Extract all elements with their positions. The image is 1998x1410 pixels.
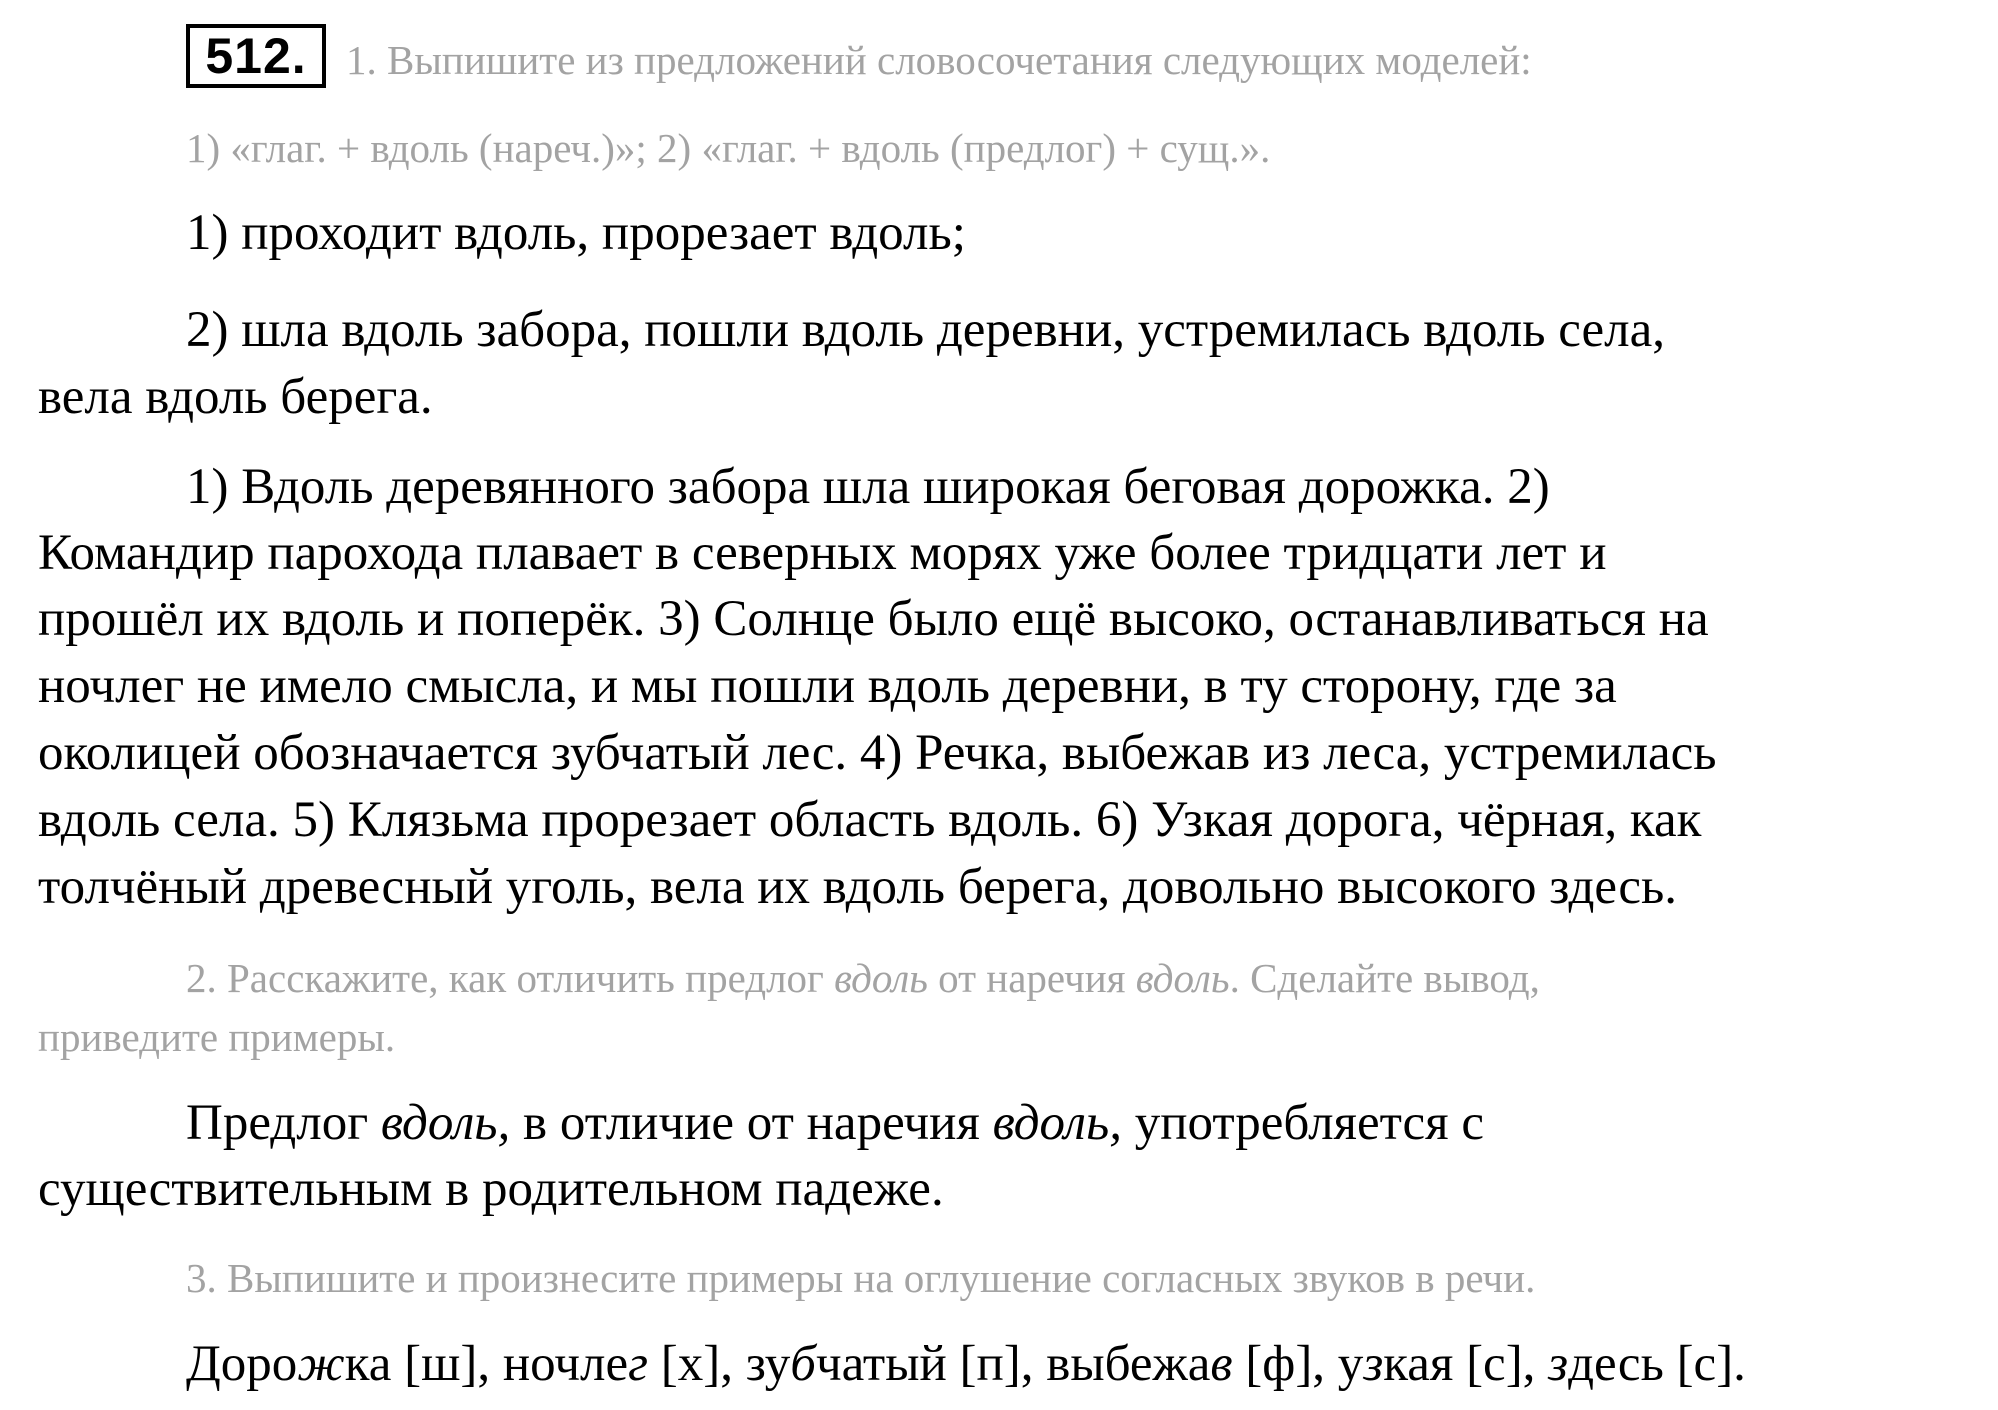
task1-line1: 1. Выпишите из предложений словосочетания следующих моделей: — [346, 37, 1532, 83]
answer3-text: [ф], у — [1232, 1336, 1364, 1392]
answer1-line2: 2) шла вдоль забора, пошли вдоль деревни, устремилась вдоль села, — [186, 302, 1665, 358]
task2-italic-word: вдоль — [1135, 955, 1230, 1001]
task2-line1 — [186, 955, 1540, 1001]
task2-text: от наречия — [927, 955, 1136, 1001]
answer2-text: в отличие от наречия — [510, 1095, 993, 1151]
answer2-italic-word: вдоль, — [380, 1095, 511, 1151]
answer3-text: кая [с], — [1383, 1336, 1549, 1392]
answer3-text: ка [ш], ночле — [344, 1336, 629, 1392]
answer2-italic-word: вдоль, — [992, 1095, 1122, 1151]
sentence-line: толчёный древесный уголь, вела их вдоль берега, довольно высокого здесь. — [38, 859, 1677, 915]
sentence-line: прошёл их вдоль и поперёк. 3) Солнце было ещё высоко, останавливаться на — [38, 591, 1709, 647]
answer2-text: Предлог — [186, 1095, 381, 1151]
task2-line2: приведите примеры. — [38, 1014, 396, 1060]
sentence-line: вдоль села. 5) Клязьма прорезает область вдоль. 6) Узкая дорога, чёрная, как — [38, 792, 1702, 848]
answer3-line1 — [186, 1336, 1746, 1392]
answer3-italic-letter: ж — [297, 1336, 345, 1392]
answer1-line3: вела вдоль берега. — [38, 369, 433, 425]
task3-line1: 3. Выпишите и произнесите примеры на оглушение согласных звуков в речи. — [186, 1255, 1536, 1301]
answer3-italic-letter: г — [628, 1336, 648, 1392]
sentence-line: 1) Вдоль деревянного забора шла широкая беговая дорожка. 2) — [186, 459, 1550, 515]
sentence-line: околицей обозначается зубчатый лес. 4) Речка, выбежав из леса, устремилась — [38, 725, 1717, 781]
answer3-italic-letter: в — [1210, 1336, 1233, 1392]
task2-text: 2. Расскажите, как отличить предлог — [186, 955, 835, 1001]
task2-italic-word: вдоль — [834, 955, 928, 1001]
task1-line2: 1) «глаг. + вдоль (нареч.)»; 2) «глаг. + вдоль (предлог) + сущ.». — [186, 125, 1271, 171]
answer3-italic-letter: з — [1363, 1336, 1384, 1392]
answer3-text: [х], зу — [648, 1336, 791, 1392]
answer3-text: Доро — [186, 1336, 298, 1392]
answer2-line2: существительным в родительном падеже. — [38, 1161, 944, 1217]
answer2-text: употребляется с — [1122, 1095, 1485, 1151]
answer3-italic-letter: б — [790, 1336, 816, 1392]
answer3-text: чатый [п], выбежа — [815, 1336, 1211, 1392]
answer1-line1: 1) проходит вдоль, прорезает вдоль; — [186, 205, 966, 261]
sentence-line: Командир парохода плавает в северных морях уже более тридцати лет и — [38, 525, 1607, 581]
task2-text: . Сделайте вывод, — [1229, 955, 1540, 1001]
answer3-italic-letter: з — [1548, 1336, 1569, 1392]
sentence-line: ночлег не имело смысла, и мы пошли вдоль деревни, в ту сторону, где за — [38, 658, 1617, 714]
exercise-number: 512. — [186, 24, 326, 88]
answer2-line1 — [186, 1095, 1485, 1151]
answer3-text: десь [с]. — [1568, 1336, 1746, 1392]
